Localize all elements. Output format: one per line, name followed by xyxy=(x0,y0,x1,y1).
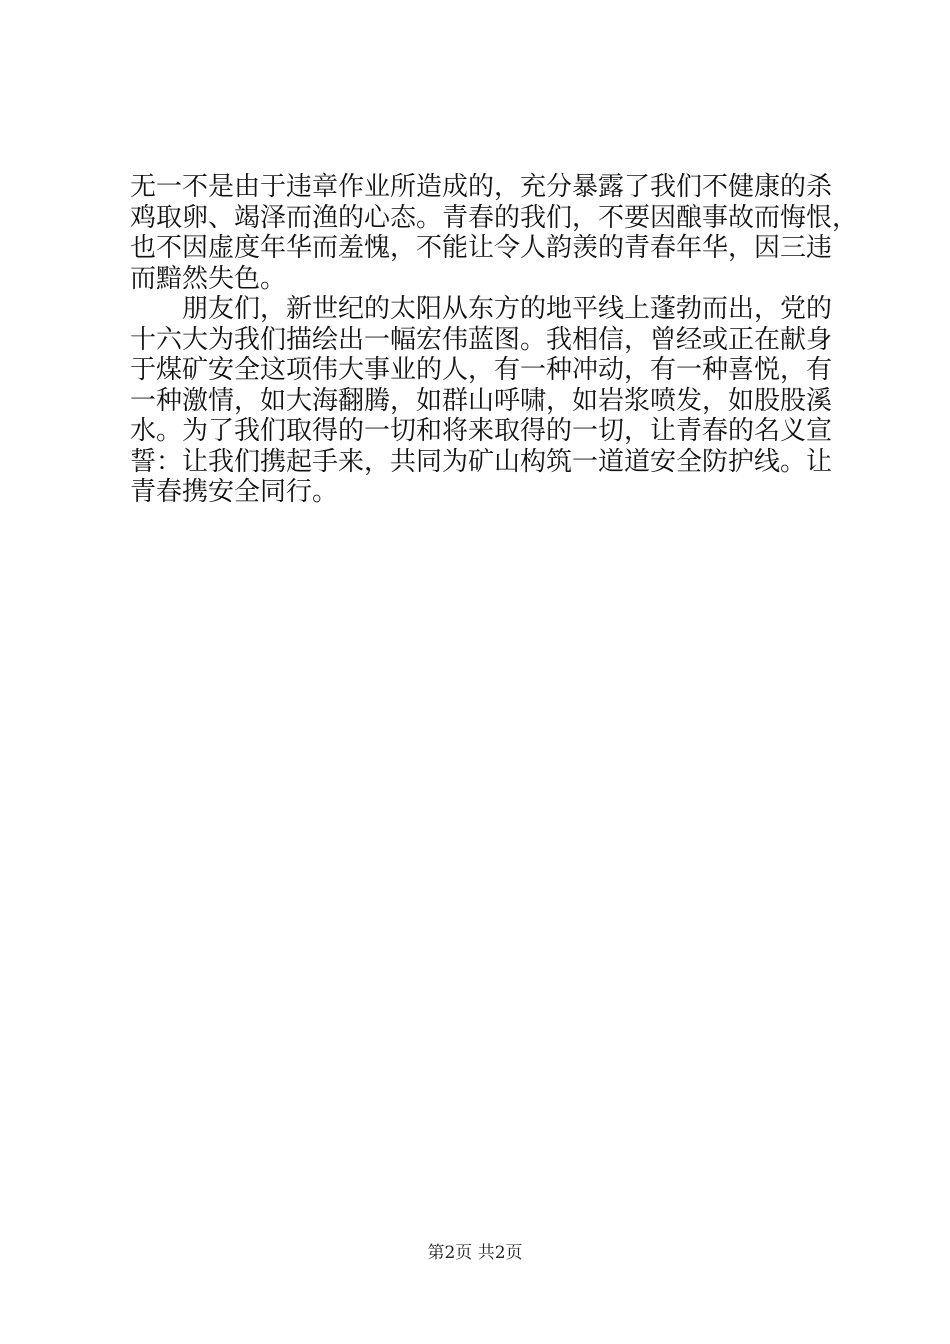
text-line: 朋友们，新世纪的太阳从东方的地平线上蓬勃而出，党的 xyxy=(182,294,833,324)
text-line: 十六大为我们描绘出一幅宏伟蓝图。我相信，曾经或正在献身 xyxy=(130,324,833,355)
document-body xyxy=(130,172,859,508)
text-line: 而黯然失色。 xyxy=(130,263,287,294)
text-line: 一种激情，如大海翻腾，如群山呼啸，如岩浆喷发，如股股溪 xyxy=(130,385,833,416)
text-line: 也不因虚度年华而羞愧，不能让令人韵羡的青春年华，因三违 xyxy=(130,233,833,263)
page-number-footer: 第2页 共2页 xyxy=(427,1243,523,1263)
paragraph-2 xyxy=(130,294,833,508)
text-line: 誓：让我们携起手来，共同为矿山构筑一道道安全防护线。让 xyxy=(130,446,833,477)
text-line: 水。为了我们取得的一切和将来取得的一切，让青春的名义宣 xyxy=(130,416,833,446)
text-line: 鸡取卵、竭泽而渔的心态。青春的我们，不要因酿事故而悔恨， xyxy=(130,202,859,233)
text-line: 无一不是由于违章作业所造成的，充分暴露了我们不健康的杀 xyxy=(130,172,833,202)
paragraph-1 xyxy=(130,172,859,294)
text-line: 于煤矿安全这项伟大事业的人，有一种冲动，有一种喜悦，有 xyxy=(130,355,833,385)
text-line: 青春携安全同行。 xyxy=(130,477,339,507)
